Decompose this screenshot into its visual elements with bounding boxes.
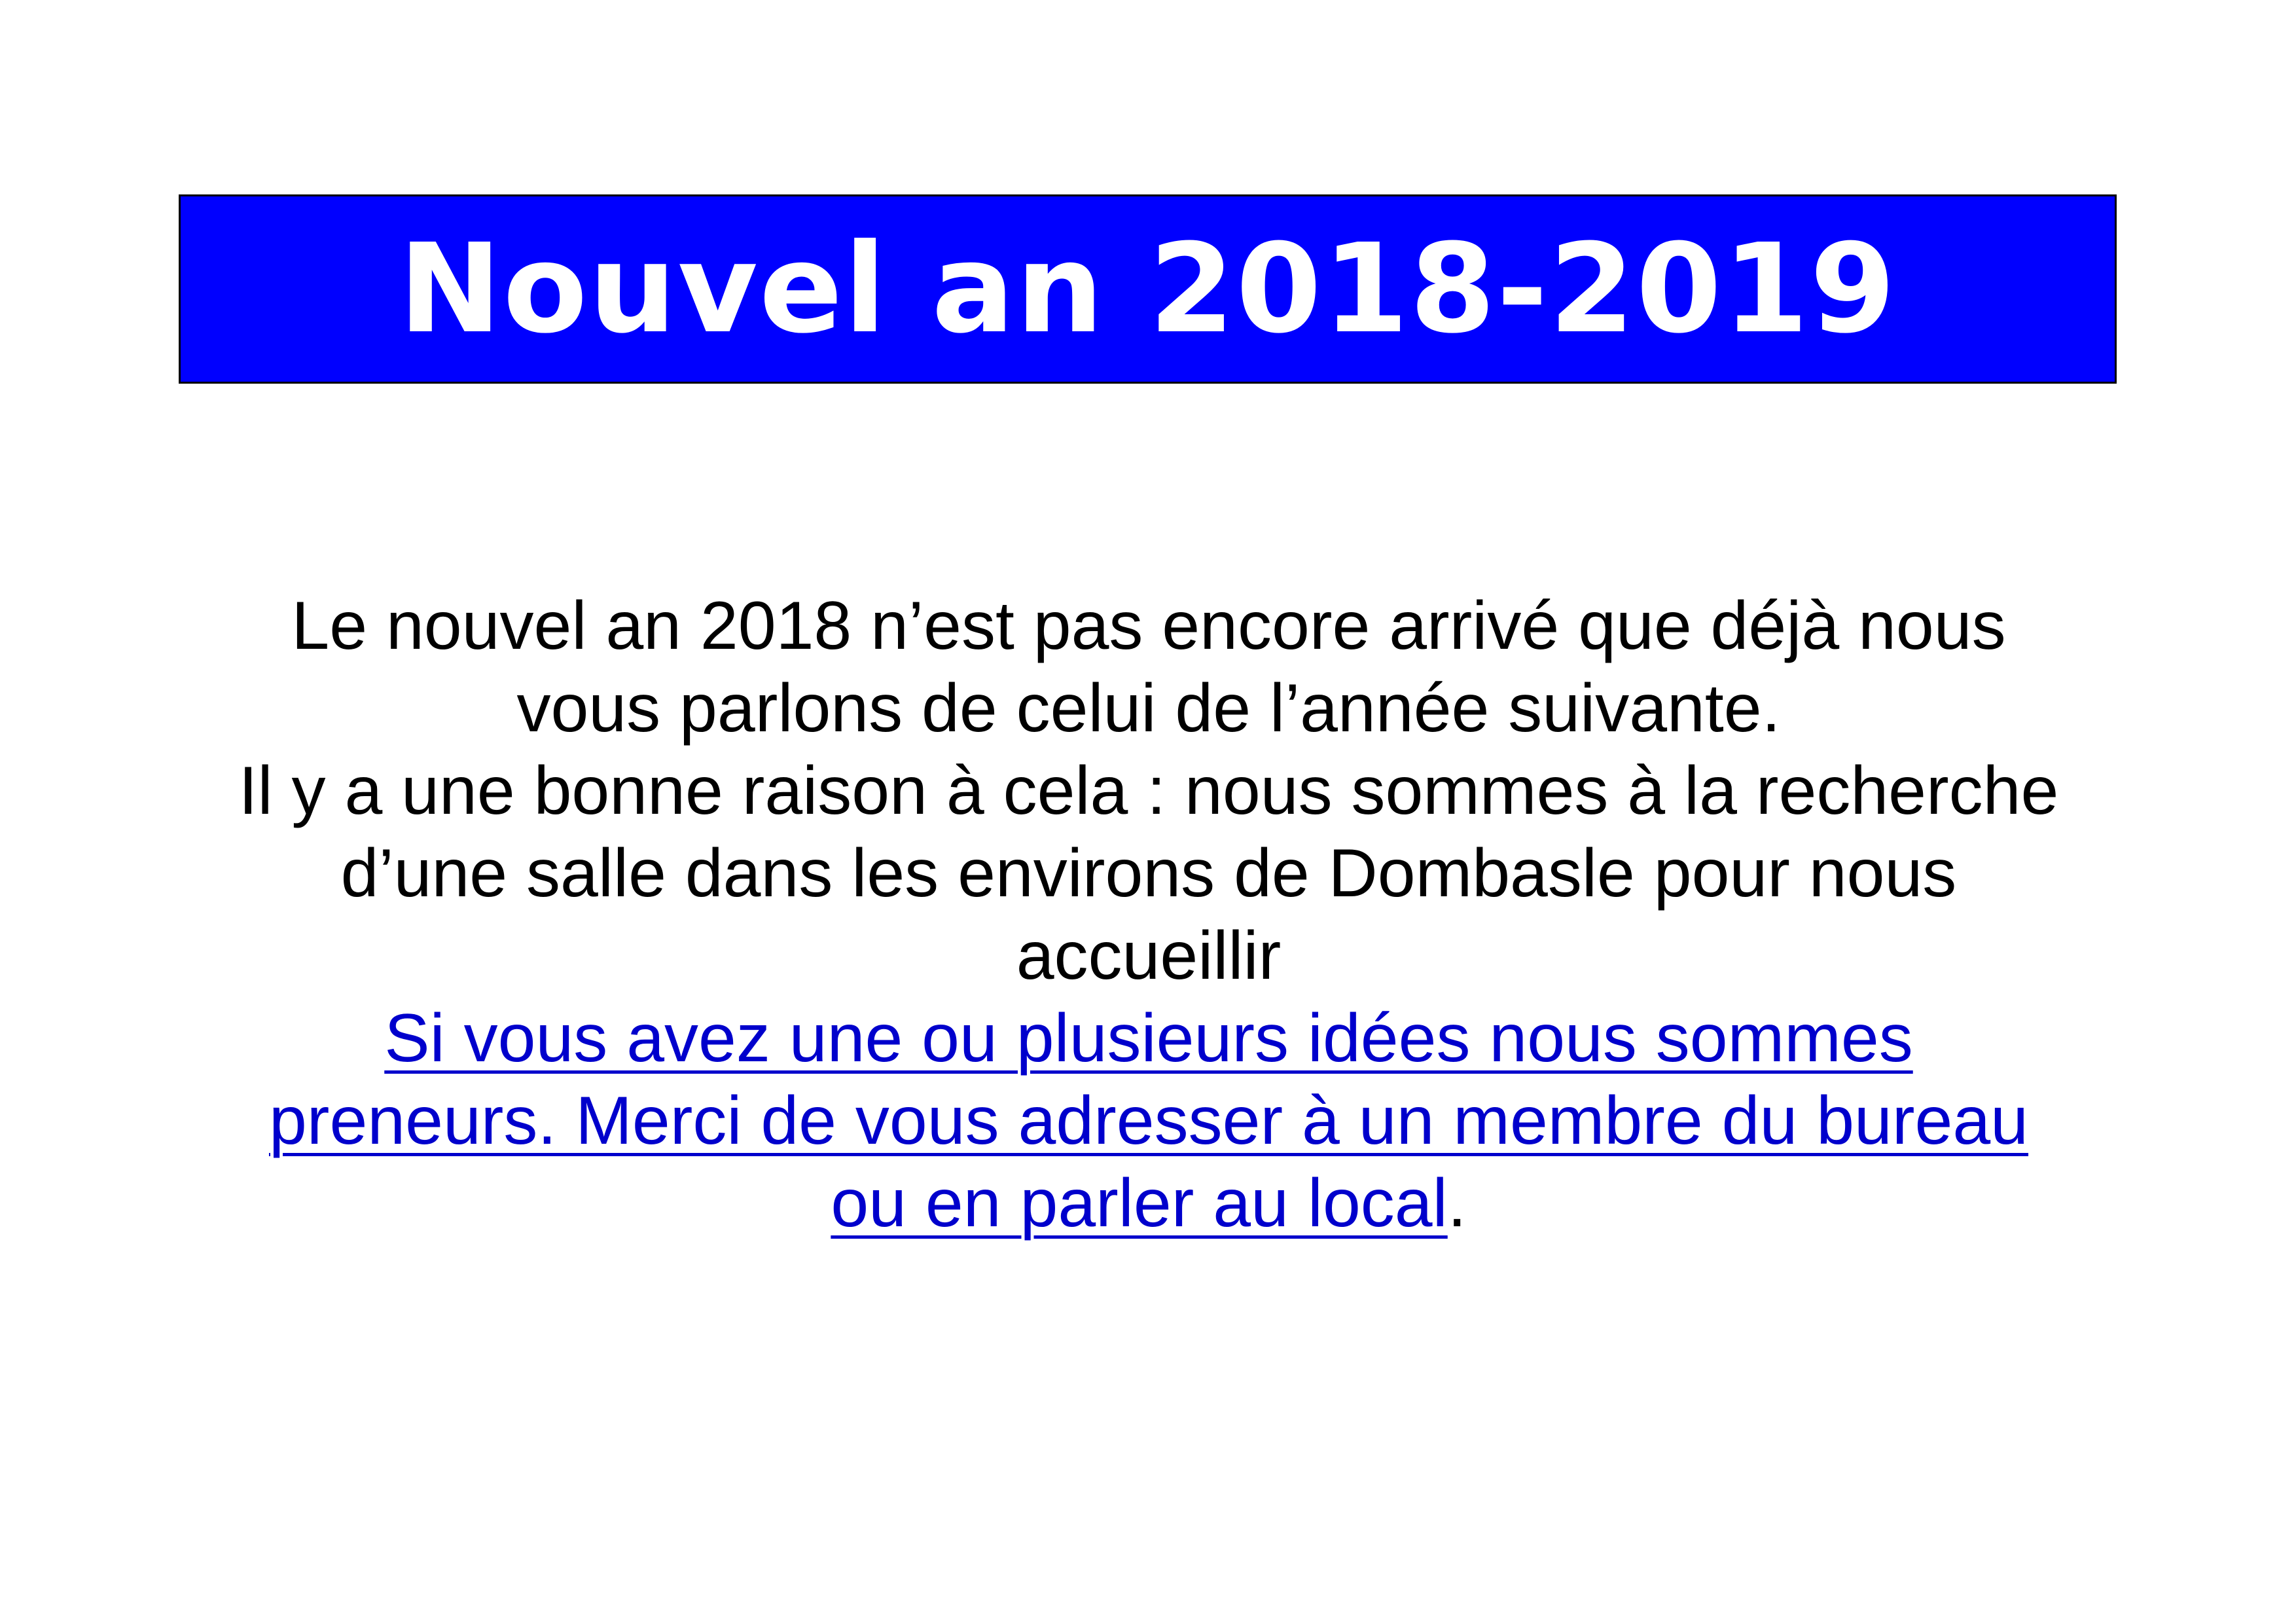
paragraph-line: vous parlons de celui de l’année suivante. (516, 670, 1781, 746)
paragraph-line: Le nouvel an 2018 n’est pas encore arrivé que déjà nous (291, 588, 2006, 664)
contact-link-line (157, 1080, 2140, 1162)
contact-link[interactable]: preneurs. Merci de vous adresser à un membre du bureau (268, 1083, 2029, 1159)
paragraph-line: accueillir (1016, 918, 1282, 994)
contact-link[interactable]: ou en parler au local (831, 1165, 1448, 1241)
contact-link-line (157, 1162, 2140, 1245)
contact-link-line (157, 997, 2140, 1080)
paragraph-line: Il y a une bonne raison à cela : nous sommes à la recherche (238, 753, 2059, 829)
announcement-text (157, 585, 2140, 1245)
trailing-period: . (1447, 1165, 1467, 1241)
contact-link[interactable]: Si vous avez une ou plusieurs idées nous sommes (384, 1000, 1913, 1076)
paragraph-line: d’une salle dans les environs de Dombasle pour nous (340, 835, 1957, 911)
page-title: Nouvel an 2018-2019 (399, 217, 1897, 361)
title-banner (179, 194, 2117, 384)
